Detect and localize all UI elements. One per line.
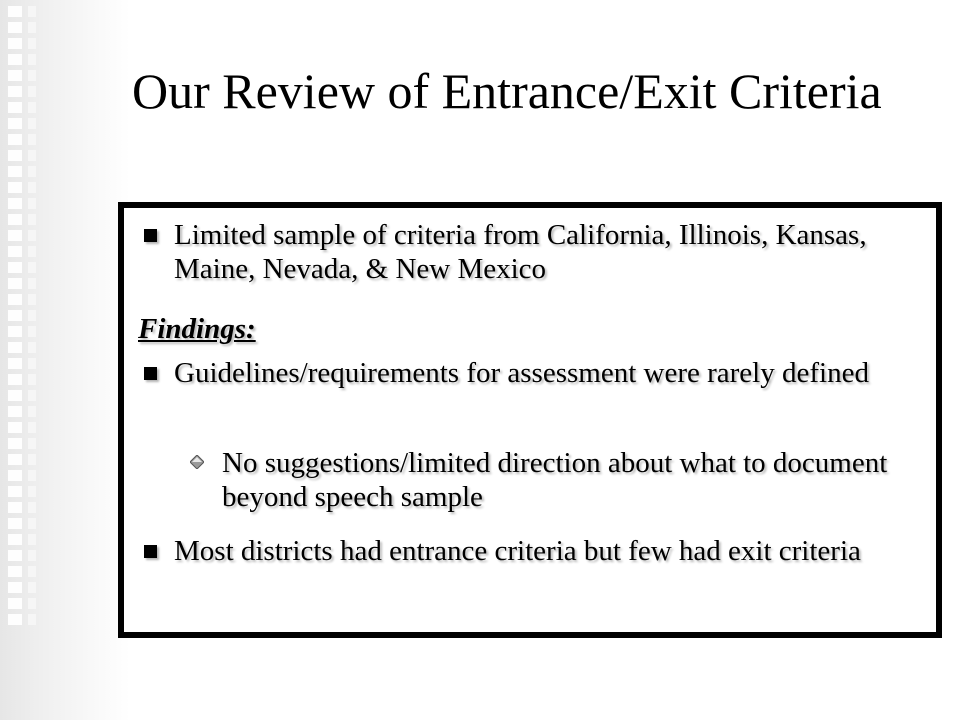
sub-bullet-item bbox=[186, 446, 922, 514]
sub-bullet-text: No suggestions/limited direction about what to document beyond speech sample bbox=[222, 447, 888, 513]
bullet-text: Most districts had entrance criteria but few had exit criteria bbox=[174, 535, 861, 567]
bullet-item bbox=[138, 218, 922, 286]
findings-heading: Findings: bbox=[138, 313, 256, 345]
bullet-item bbox=[138, 534, 922, 568]
square-bullet-icon bbox=[144, 367, 157, 380]
slide-title: Our Review of Entrance/Exit Criteria bbox=[132, 63, 882, 119]
decorative-dot-column bbox=[8, 6, 22, 626]
bullet-text: Guidelines/requirements for assessment were rarely defined bbox=[174, 357, 869, 389]
diamond-bullet-icon bbox=[190, 455, 204, 469]
square-bullet-icon bbox=[144, 545, 157, 558]
square-bullet-icon bbox=[144, 229, 157, 242]
bullet-item bbox=[138, 356, 922, 390]
bullet-text: Limited sample of criteria from California, Illinois, Kansas, Maine, Nevada, & New Mexico bbox=[174, 219, 867, 285]
decorative-dot-column-secondary bbox=[28, 6, 36, 626]
decorative-side-band bbox=[0, 0, 130, 720]
content-box bbox=[118, 202, 942, 638]
